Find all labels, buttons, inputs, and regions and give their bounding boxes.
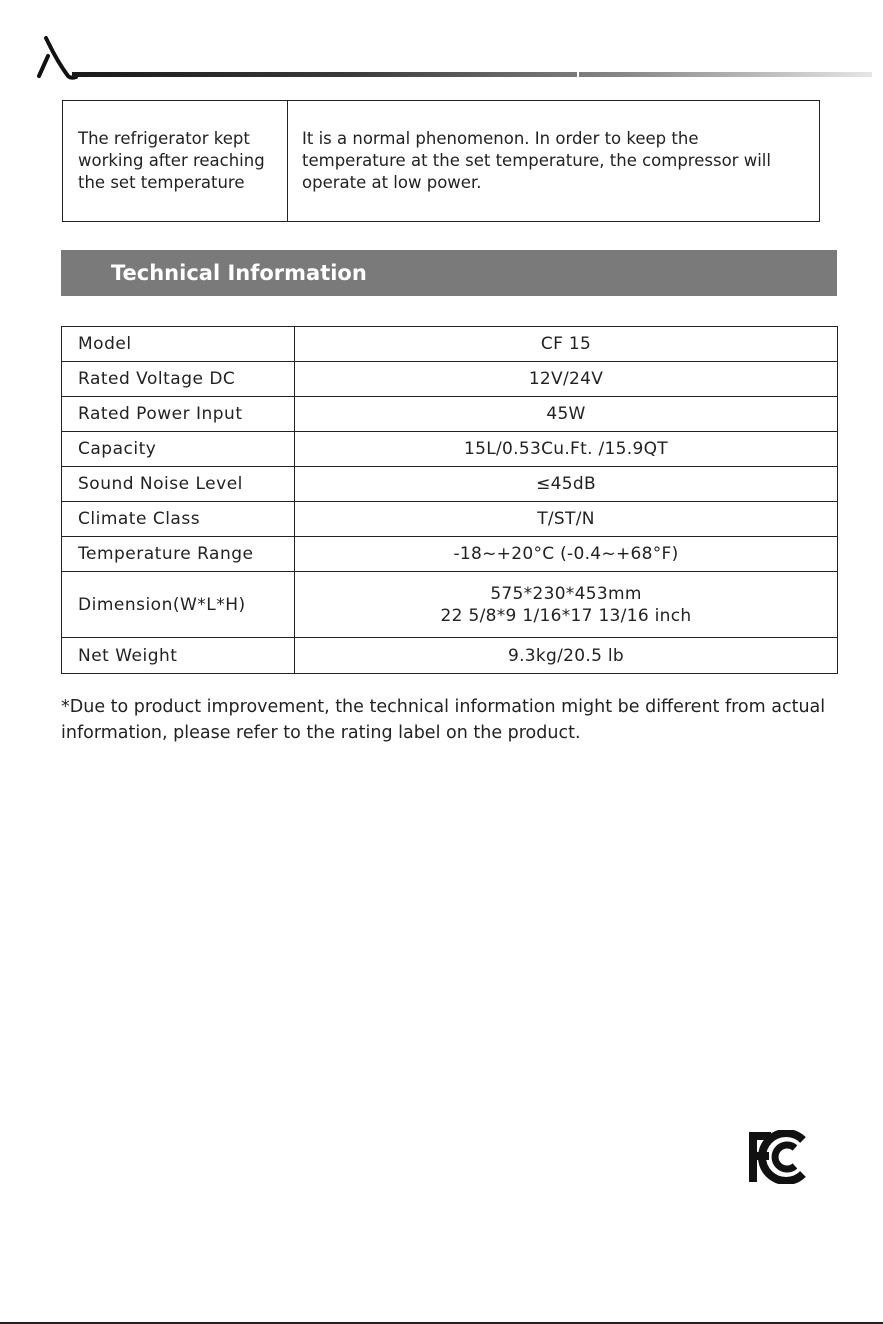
spec-value-line: ≤45dB: [536, 474, 596, 494]
spec-value: [295, 572, 838, 638]
spec-value: [295, 362, 838, 397]
header-rule: [72, 72, 872, 77]
spec-label: Rated Power Input: [62, 397, 295, 432]
spec-value: [295, 432, 838, 467]
spec-value-line: 575*230*453mm: [490, 583, 642, 604]
spec-value-line: -18~+20°C (-0.4~+68°F): [453, 544, 679, 564]
spec-label: Capacity: [62, 432, 295, 467]
problem-cell: The refrigerator kept working after reaching the set temperature: [63, 101, 288, 222]
spec-label: Sound Noise Level: [62, 467, 295, 502]
spec-label: Model: [62, 327, 295, 362]
spec-row: [62, 638, 838, 674]
spec-value-line: 22 5/8*9 1/16*17 13/16 inch: [440, 605, 692, 626]
spec-value: [295, 467, 838, 502]
section-header: [61, 250, 837, 296]
spec-label: Climate Class: [62, 502, 295, 537]
spec-label: Net Weight: [62, 638, 295, 674]
spec-value: [295, 537, 838, 572]
spec-value-line: 12V/24V: [528, 369, 604, 389]
spec-value: [295, 638, 838, 674]
spec-value-line: CF 15: [540, 334, 592, 354]
spec-value-line: T/ST/N: [537, 509, 595, 529]
spec-row: [62, 502, 838, 537]
spec-row: [62, 537, 838, 572]
spec-row: [62, 362, 838, 397]
spec-row: [62, 327, 838, 362]
spec-label: Temperature Range: [62, 537, 295, 572]
table-row: [63, 101, 820, 222]
solution-cell: It is a normal phenomenon. In order to keep the temperature at the set temperature, the compressor will operate at low power.: [288, 101, 820, 222]
spec-value-line: 15L/0.53Cu.Ft. /15.9QT: [464, 439, 668, 459]
spec-value: [295, 502, 838, 537]
disclaimer-text: *Due to product improvement, the technical information might be different from actual information, please refer to the rating label on the product.: [61, 697, 826, 743]
spec-row: [62, 467, 838, 502]
section-title: Technical Information: [111, 261, 367, 285]
spec-value-line: 9.3kg/20.5 lb: [507, 645, 625, 666]
spec-value: [295, 327, 838, 362]
spec-label: Rated Voltage DC: [62, 362, 295, 397]
spec-row: [62, 432, 838, 467]
fcc-logo-icon: [745, 1130, 809, 1184]
spec-value-line: 45W: [546, 404, 586, 424]
spec-table: [61, 326, 838, 674]
troubleshooting-table: [62, 100, 820, 222]
spec-value: [295, 397, 838, 432]
spec-row: [62, 572, 838, 638]
spec-label: Dimension(W*L*H): [62, 572, 295, 638]
spec-row: [62, 397, 838, 432]
